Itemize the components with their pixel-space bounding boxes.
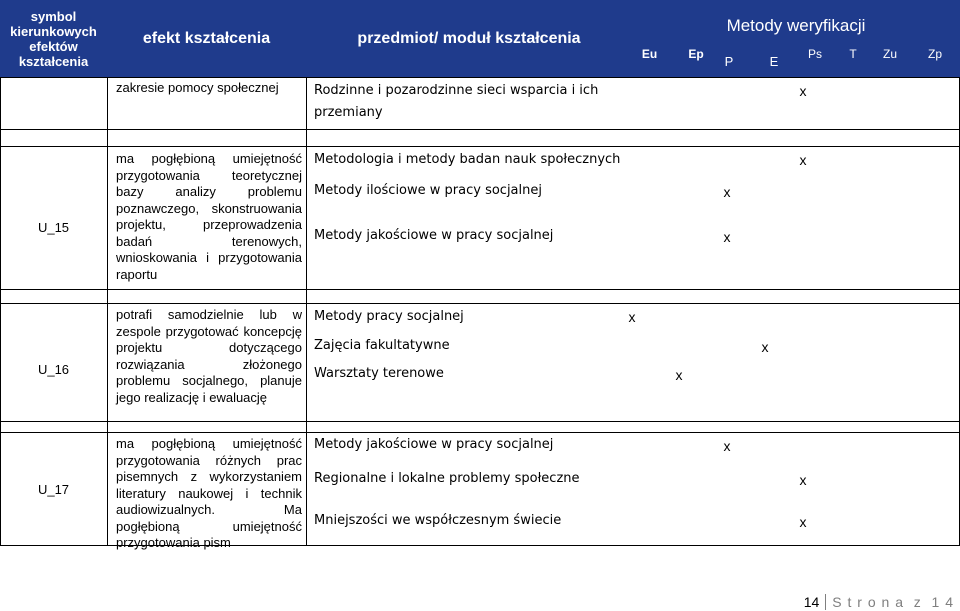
subject-item: Warsztaty terenowe — [314, 366, 444, 381]
verification-mark: x — [761, 339, 769, 355]
subject-item: Zajęcia fakultatywne — [314, 338, 450, 353]
verification-mark: x — [723, 229, 731, 245]
verification-mark: x — [799, 83, 807, 99]
verification-mark: x — [799, 514, 807, 530]
header-subject-label: przedmiot/ moduł kształcenia — [357, 29, 581, 47]
subject-item: Metody pracy socjalnej — [314, 309, 464, 324]
effect-text: potrafi samodzielnie lub w zespole przygotować koncepcję projektu dotyczącego rozwiązania złożonego problemu socjalnego, planuje jego realizację i ewaluację — [116, 307, 302, 405]
effect-text: ma pogłębioną umiejętność przygotowania różnych prac pisemnych z wykorzystaniem literatury naukowej i technik audiowizualnych. Ma pogłębioną umiejętność przygotowania pism — [116, 436, 302, 550]
method-p: P — [716, 50, 742, 72]
page-label: S t r o n a z 1 4 — [832, 594, 954, 610]
effect-text: zakresie pomocy społecznej — [116, 80, 279, 95]
verification-title: Metody weryfikacji — [726, 15, 866, 35]
subject-item: Metody jakościowe w pracy socjalnej — [314, 437, 554, 452]
verification-mark: x — [675, 367, 683, 383]
page-footer — [804, 594, 954, 610]
method-ps: Ps — [798, 43, 832, 65]
grid-line — [0, 77, 1, 545]
method-e: E — [761, 50, 787, 72]
effect-code: U_16 — [37, 362, 70, 377]
grid-line — [0, 421, 960, 422]
method-zu: Zu — [874, 43, 906, 65]
grid-line — [0, 77, 960, 78]
grid-line — [107, 77, 108, 545]
verification-mark: x — [723, 184, 731, 200]
header-symbol-label: symbol kierunkowych efektów kształcenia — [10, 8, 97, 69]
header-subject-cell — [306, 0, 632, 77]
method-zp: Zp — [918, 43, 952, 65]
effect-code: U_17 — [37, 482, 70, 497]
effect-text: ma pogłębioną umiejętność przygotowania teoretycznej bazy analizy problemu poznawczego, skonstruowania projektu, przeprowadzenia badań terenowych, wnioskowania i przygotowania raportu — [116, 151, 302, 282]
subject-item: Mniejszości we współczesnym świecie — [314, 513, 562, 528]
grid-line — [306, 77, 307, 545]
header-verification-cell — [632, 0, 960, 43]
grid-line — [0, 146, 960, 147]
header-effect-label: efekt kształcenia — [142, 29, 271, 47]
verification-mark: x — [723, 438, 731, 454]
subject-item: Regionalne i lokalne problemy społeczne — [314, 471, 580, 486]
verification-mark: x — [799, 472, 807, 488]
method-ep: Ep — [676, 43, 716, 65]
grid-line — [0, 289, 960, 290]
method-t: T — [840, 43, 866, 65]
subject-item: Metody jakościowe w pracy socjalnej — [314, 228, 554, 243]
footer-divider — [825, 594, 826, 610]
verification-mark: x — [628, 309, 636, 325]
verification-mark: x — [799, 152, 807, 168]
header-effect-cell — [107, 0, 306, 77]
grid-line — [0, 432, 960, 433]
subject-item: Rodzinne i pozarodzinne sieci wsparcia i ich przemiany — [314, 83, 599, 120]
grid-line — [0, 303, 960, 304]
page-number: 14 — [803, 594, 820, 610]
grid-line — [0, 129, 960, 130]
subject-item: Metody ilościowe w pracy socjalnej — [314, 183, 542, 198]
header-symbol-cell — [0, 0, 107, 77]
effect-code: U_15 — [37, 220, 70, 235]
method-eu: Eu — [632, 43, 667, 65]
subject-item: Metodologia i metody badan nauk społecznych — [314, 152, 621, 167]
